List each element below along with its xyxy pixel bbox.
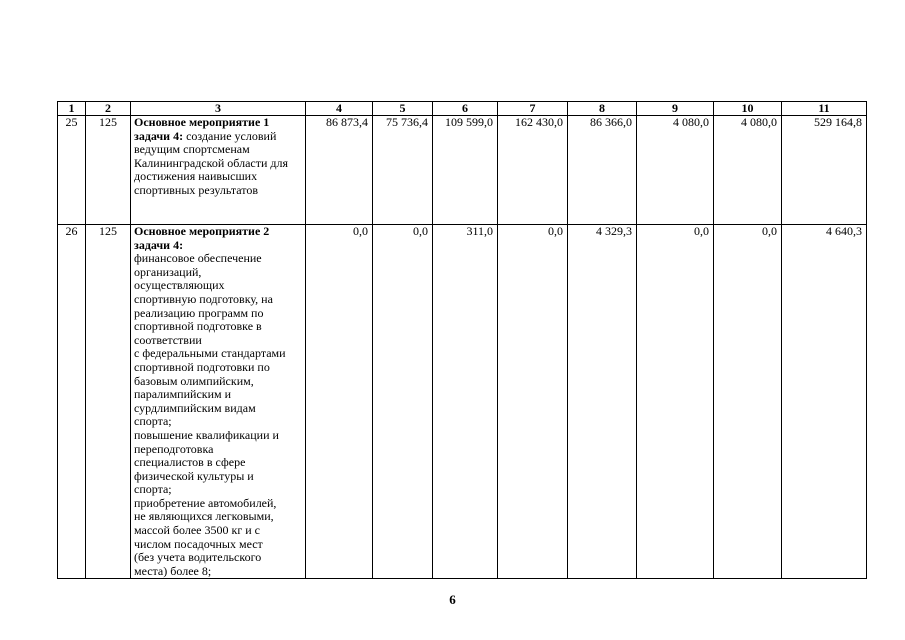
- header-cell: 8: [568, 102, 637, 116]
- header-cell: 6: [433, 102, 498, 116]
- header-cell: 5: [373, 102, 433, 116]
- desc-line: спорта;: [134, 414, 172, 429]
- desc-line: ведущим спортсменам: [134, 142, 250, 157]
- desc-line: спортивной подготовке в: [134, 319, 262, 334]
- desc-line: реализацию программ по: [134, 305, 264, 320]
- value-cell: 311,0: [433, 225, 498, 579]
- row-code: 125: [86, 116, 131, 225]
- desc-line: соответствии: [134, 332, 202, 347]
- table-row: [58, 116, 867, 225]
- value-cell: 4 080,0: [714, 116, 782, 225]
- desc-line: спортивной подготовки по: [134, 359, 270, 374]
- desc-line: спорта;: [134, 482, 172, 497]
- value-cell: 4 080,0: [637, 116, 714, 225]
- desc-line: Калининградской области для: [134, 155, 289, 170]
- value-cell: 0,0: [637, 225, 714, 579]
- desc-line: сурдлимпийским видам: [134, 400, 256, 415]
- desc-line: физической культуры и: [134, 468, 254, 483]
- measure-title: задачи 4:: [134, 237, 184, 252]
- desc-line: спортивную подготовку, на: [134, 291, 273, 306]
- desc-line: повышение квалификации и: [134, 427, 279, 442]
- desc-line: массой более 3500 кг и с: [134, 523, 260, 538]
- desc-line: с федеральными стандартами: [134, 346, 286, 361]
- measure-title: Основное мероприятие 2: [134, 224, 270, 238]
- desc-line: места) более 8;: [134, 563, 212, 578]
- desc-line: числом посадочных мест: [134, 536, 263, 551]
- desc-line: переподготовка: [134, 441, 214, 456]
- desc-line: организаций,: [134, 264, 202, 279]
- value-cell: 86 366,0: [568, 116, 637, 225]
- desc-line: спортивных результатов: [134, 182, 259, 197]
- desc-line: не являющихся легковыми,: [134, 509, 274, 524]
- desc-line: финансовое обеспечение: [134, 251, 262, 266]
- header-cell: 4: [306, 102, 373, 116]
- desc-line: достижения наивысших: [134, 169, 258, 184]
- row-description: [131, 116, 306, 225]
- row-number: 26: [58, 225, 86, 579]
- value-cell: 0,0: [306, 225, 373, 579]
- header-cell: 9: [637, 102, 714, 116]
- value-cell: 4 329,3: [568, 225, 637, 579]
- value-cell: 109 599,0: [433, 116, 498, 225]
- value-cell: 162 430,0: [498, 116, 568, 225]
- budget-table: [57, 101, 867, 579]
- value-cell: 0,0: [498, 225, 568, 579]
- desc-line: паралимпийским и: [134, 387, 232, 402]
- measure-title: Основное мероприятие 1 задачи 4:: [134, 115, 270, 143]
- table-row: [58, 225, 867, 579]
- header-cell: 10: [714, 102, 782, 116]
- value-cell: 0,0: [714, 225, 782, 579]
- value-cell: 529 164,8: [782, 116, 867, 225]
- table-header-row: [58, 102, 867, 116]
- header-cell: 1: [58, 102, 86, 116]
- header-cell: 3: [131, 102, 306, 116]
- desc-line: создание условий: [186, 128, 277, 143]
- row-description: [131, 225, 306, 579]
- row-code: 125: [86, 225, 131, 579]
- header-cell: 2: [86, 102, 131, 116]
- value-cell: 86 873,4: [306, 116, 373, 225]
- desc-line: специалистов в сфере: [134, 455, 246, 470]
- value-cell: 0,0: [373, 225, 433, 579]
- desc-line: осуществляющих: [134, 278, 225, 293]
- header-cell: 11: [782, 102, 867, 116]
- value-cell: 4 640,3: [782, 225, 867, 579]
- desc-line: базовым олимпийским,: [134, 373, 254, 388]
- desc-line: (без учета водительского: [134, 550, 262, 565]
- row-number: 25: [58, 116, 86, 225]
- header-cell: 7: [498, 102, 568, 116]
- page-number: 6: [449, 592, 456, 607]
- desc-line: приобретение автомобилей,: [134, 495, 277, 510]
- value-cell: 75 736,4: [373, 116, 433, 225]
